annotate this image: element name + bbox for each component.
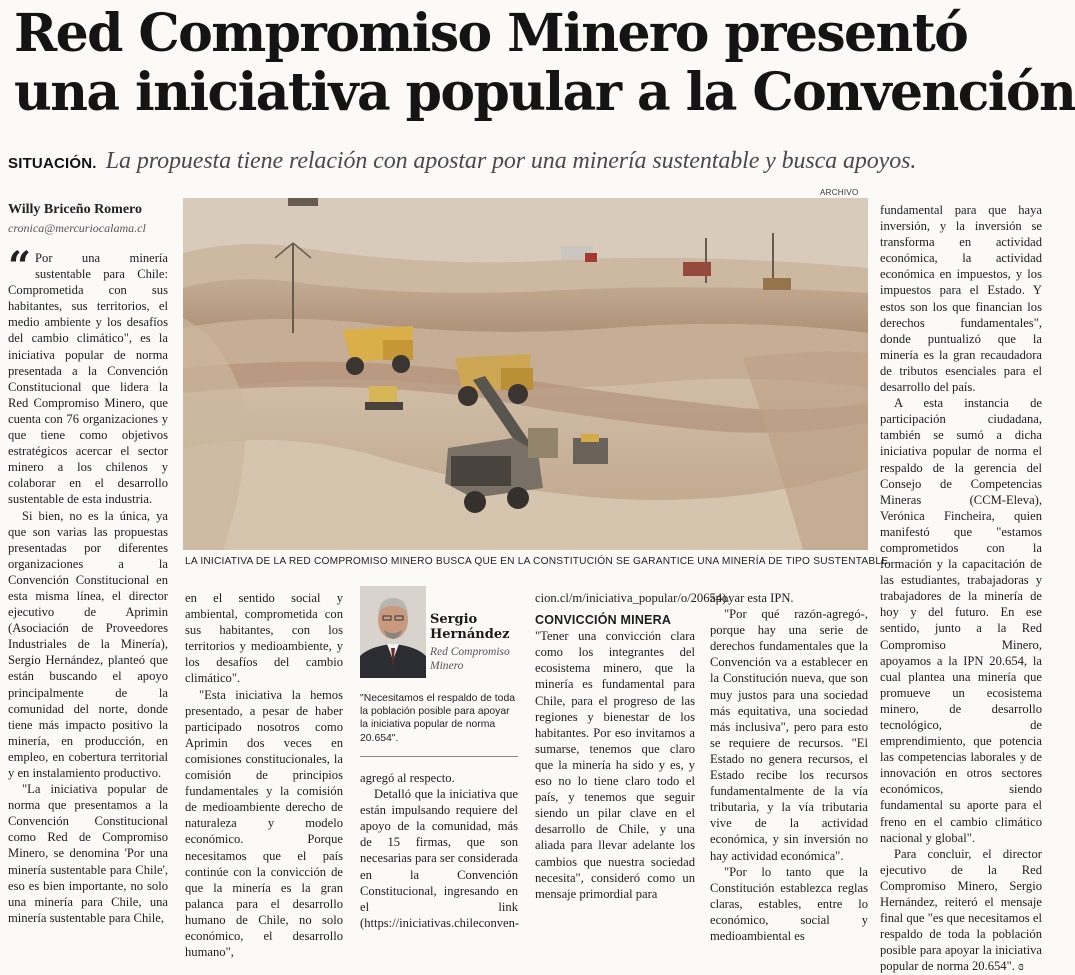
body-paragraph: "Por lo tanto que la Constitución establezca reglas claras, estables, entre lo económico, social y medioambiental es [710,864,868,943]
body-paragraph: A esta instancia de participación ciudadana, también se sumó a dicha iniciativa popular de norma el respaldo de la gerencia del Consejo de Competencias Mineras (CCM-Eleva), Verónica Fincheira, quien manifestó que "estamos comprometidos con la formación y la capacitación de las estudiantes, trabajadoras y trabajadores de la minería de hoy y del futuro. En ese sentido, junto a la Red Compromiso Minero, apoyamos a la IPN 20.654, la cual plantea una minería que promueve un ecosistema minero, de desarrollo tecnológico, de emprendimiento, que potencia las competencias laborales y de innovación en otros sectores económicos, siendo fundamental su aporte para el freno en el cambio climático nacional y global". [880,396,1042,845]
body-paragraph: Para concluir, el director ejecutivo de la Red Compromiso Minero, Sergio Hernández, reiteró el mensaje final que "es que necesitamos el respaldo de toda la población posible para apoyar la iniciativa popular de norma 20.654". ɞ [880,846,1042,974]
headline-line-2: una iniciativa popular a la Convención [14,62,1075,123]
body-column-1 [8,243,168,926]
mine-photo [183,198,868,550]
headline-line-1: Red Compromiso Minero presentó [14,3,968,64]
subheadline [8,148,1048,175]
headline [14,3,1075,123]
portrait-photo [360,586,426,678]
body-column-6 [880,202,1042,975]
body-paragraph: en el sentido social y ambiental, comprometida con sus habitantes, con los territorios y medioambiente, y los desafíos del cambio climático". [185,591,343,686]
section-heading: CONVICCIÓN MINERA [535,613,672,628]
byline [8,202,178,236]
body-paragraph: "La iniciativa popular de norma que presentamos a la Convención Constitucional como Red de Compromiso Minero, se denomina 'Por una minería sustentable para Chile', eso es bien importante, no solo una minería para Chile, una minería sustentable para Chile, [8,782,168,925]
body-paragraph: “ Por una minería sustentable para Chile: Comprometida con sus habitantes, sus territorios, el medio ambiente y los desafíos del cambio climático", es la iniciativa popular de norma presentada a la Convención Constitucional que lidera la Red Compromiso Minero, que cuenta con 76 organizaciones y que tiene como objetivos estratégicos acercar el sector minero a los chilenos y colaborar en el desarrollo sustentable de esta industria. [8,243,168,507]
profile-role: Red Compromiso Minero [430,646,510,672]
body-column-5 [710,590,868,944]
body-paragraph: fundamental para que haya inversión, y la inversión se transforma en actividad económica, la actividad económica en impuestos, y los impuestos para el Estado. Y estos son los que financian los derechos fundamentales", donde puntualizó que la minería es la gran recaudadora de tributos esenciales para el desarrollo del país. [880,203,1042,395]
divider [360,756,518,757]
opening-quote-icon: “ [8,243,32,290]
person-portrait-icon [360,586,426,678]
end-mark-icon: ɞ [1018,959,1024,974]
profile-name: Sergio Hernández [430,612,510,642]
photo-credit: ARCHIVO [820,188,859,197]
body-column-4 [535,590,730,902]
body-paragraph: agregó al respecto. [360,771,455,785]
body-column-2 [185,590,343,960]
byline-author: Willy Briceño Romero [8,202,143,217]
deck-text: La propuesta tiene relación con apostar por una minería sustentable y busca apoyos. [105,148,917,174]
open-pit-mine-image [183,198,868,550]
body-paragraph: Si bien, no es la única, ya que son varias las propuestas presentadas por diferentes organizaciones a la Convención Constitucional en esta misma línea, el director ejecutivo de Aprimin (Asociación de Proveedores Industriales de la Minería), Sergio Hernández, planteó que están buscando el apoyo principalmente de la comunidad del norte, donde tiene más impacto positivo la minería, en producción, en empleo, en cobertura territorial y en instalamiento productivo. [8,508,168,780]
body-paragraph: "Esta iniciativa la hemos presentado, a pesar de haber participado nosotros como Aprimin dos veces en comisiones constitucionales, la comisión de principios fundamentales y la comisión de medioambiente derecho de naturaleza y modelo económico. Porque necesitamos que el país continúe con la convicción de que la minería es la gran palanca para el desarrollo humano de Chile, no solo económico, el desarrollo humano", [185,687,343,960]
photo-caption: LA INICIATIVA DE LA RED COMPROMISO MINERO BUSCA QUE EN LA CONSTITUCIÓN SE GARANTICE UNA MINERÍA DE TIPO SUSTENTABLE. [185,556,892,567]
body-column-3 [360,770,518,931]
byline-email: cronica@mercuriocalama.cl [8,221,146,235]
body-paragraph: Detalló que la iniciativa que están impulsando requiere del apoyo de la comunidad, más de 15 firmas, que son necesarias para ser considerada en la Convención Constitucional, ingresando en el link (https://iniciativas.chileconven- [360,787,520,930]
body-paragraph: "Tener una convicción clara como los integrantes del ecosistema minero, que la minería es fundamental para Chile, para el progreso de las regiones y bienestar de los habitantes. Por eso invitamos a sumarse, tenemos que claro que la minería ha sido y es, y eso no lo tiene claro todo el país, y tenemos que seguir siendo un pilar clave en el desarrollo de Chile, y una aliada para llevar adelante los cambios que nuestra sociedad necesita", consideró como un mensaje primordial para [535,629,695,901]
body-paragraph: "Por qué razón-agregó-, porque hay una serie de derechos fundamentales que la Convención va a establecer en la Constitución nueva, que son muy justos para una sociedad más equitativa, una sociedad más inclusiva", pero para esto se requiere de recursos. "El Estado no genera recursos, el Estado recibe los recursos fundamentalmente de la vía tributaria, y la vía tributaria vive de la actividad económica, y sin inversión no hay actividad económica". [710,607,868,863]
body-paragraph: cion.cl/m/iniciativa_popular/o/20654). [535,591,730,605]
profile-box [360,586,520,761]
body-paragraph: apoyar esta IPN. [710,591,794,605]
pull-quote: "Necesitamos el respaldo de toda la población posible para apoyar la iniciativa popular de norma 20.654". [360,693,516,744]
section-kicker: SITUACIÓN. [8,155,97,172]
